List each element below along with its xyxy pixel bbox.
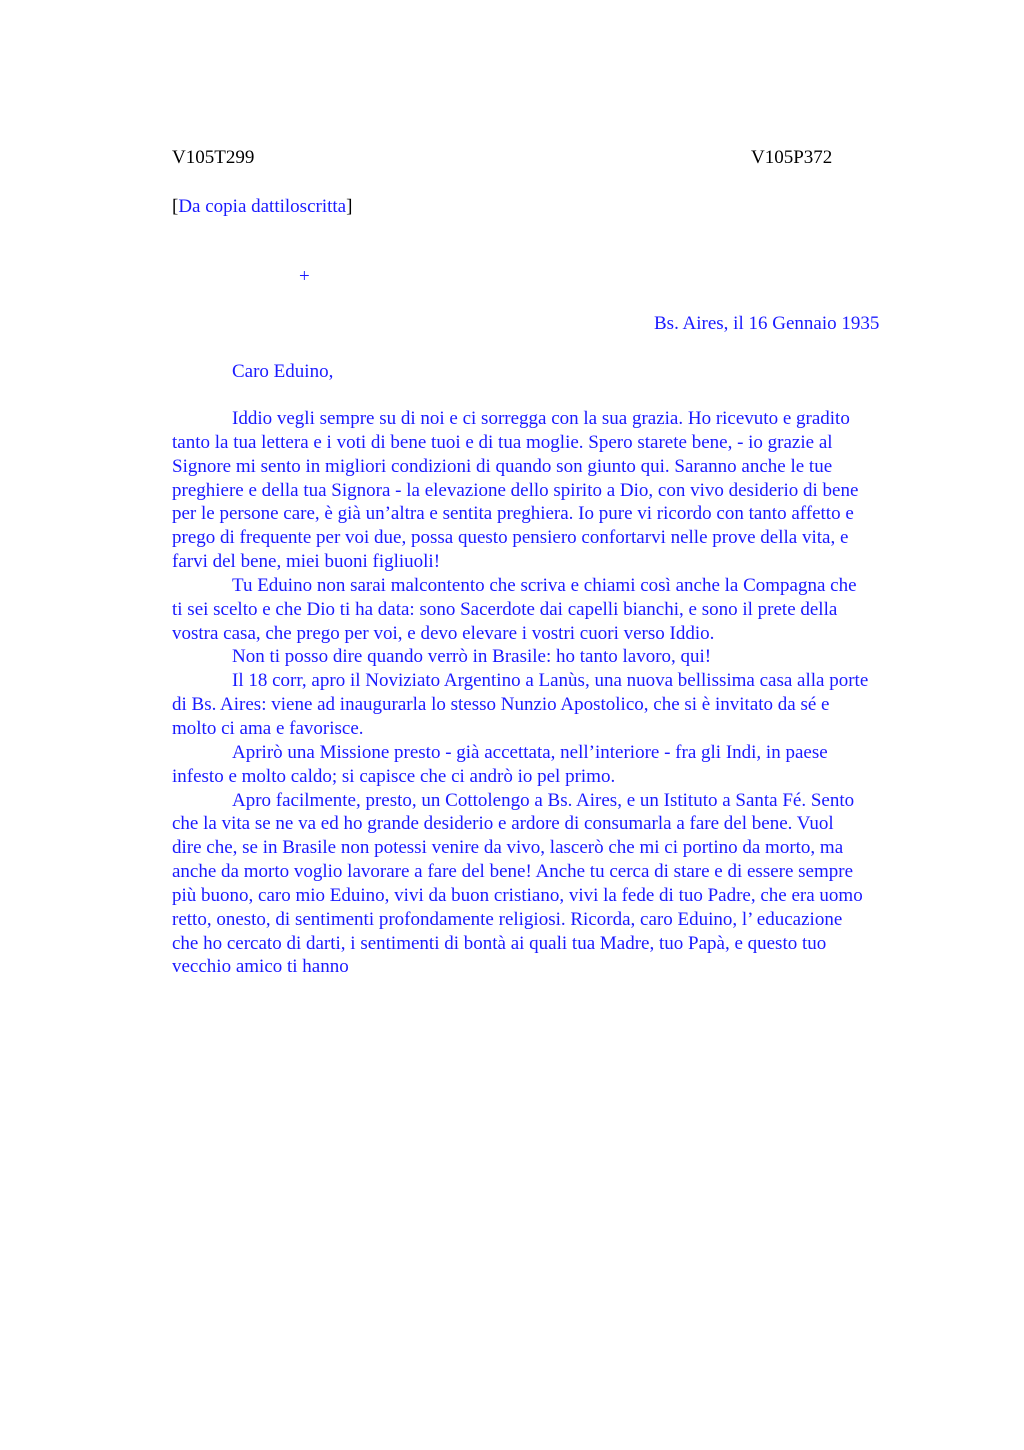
letter-body bbox=[172, 407, 930, 979]
cross-symbol: + bbox=[299, 266, 310, 287]
body-line: che la vita se ne va ed ho grande desiderio e ardore di consumarla a fare del bene. Vuol bbox=[172, 813, 834, 835]
document-ref-left: V105T299 bbox=[172, 147, 255, 168]
body-line: prego di frequente per voi due, possa questo pensiero confortarvi nelle prove della vita, e bbox=[172, 527, 849, 549]
letter-salutation: Caro Eduino, bbox=[232, 361, 334, 382]
letter-date: Bs. Aires, il 16 Gennaio 1935 bbox=[654, 313, 880, 334]
body-line: vecchio amico ti hanno bbox=[172, 956, 349, 978]
body-line: retto, onesto, di sentimenti profondamente religiosi. Ricorda, caro Eduino, l’ educazione bbox=[172, 908, 843, 930]
letter-paragraph-6 bbox=[172, 789, 930, 980]
body-line: dire che, se in Brasile non potessi venire da vivo, lascerò che mi ci portino da morto, ma bbox=[172, 837, 844, 859]
source-note-text: Da copia dattiloscritta bbox=[178, 196, 347, 217]
source-note bbox=[172, 196, 352, 218]
body-line: Tu Eduino non sarai malcontento che scriva e chiami così anche la Compagna che bbox=[232, 574, 857, 596]
body-line: Il 18 corr, apro il Noviziato Argentino a Lanùs, una nuova bellissima casa alla porte bbox=[232, 670, 869, 692]
letter-paragraph-1 bbox=[172, 407, 930, 574]
body-line: vostra casa, che prego per voi, e devo elevare i vostri cuori verso Iddio. bbox=[172, 622, 715, 644]
body-line: Non ti posso dire quando verrò in Brasile: ho tanto lavoro, qui! bbox=[232, 646, 712, 668]
body-line: che ho cercato di darti, i sentimenti di bontà ai quali tua Madre, tuo Papà, e questo tuo bbox=[172, 932, 827, 954]
body-line: per le persone care, è già un’altra e sentita preghiera. Io pure vi ricordo con tanto affetto e bbox=[172, 503, 854, 525]
body-line: di Bs. Aires: viene ad inaugurarla lo stesso Nunzio Apostolico, che si è invitato da sé e bbox=[172, 694, 830, 716]
body-line: più buono, caro mio Eduino, vivi da buon cristiano, vivi la fede di tuo Padre, che era uomo bbox=[172, 884, 863, 906]
letter-paragraph-2 bbox=[172, 574, 930, 646]
body-line: molto ci ama e favorisce. bbox=[172, 717, 364, 739]
letter-paragraph-3 bbox=[172, 645, 930, 669]
letter-paragraph-5 bbox=[172, 741, 930, 789]
body-line: Signore mi sento in migliori condizioni di quando son giunto qui. Saranno anche le tue bbox=[172, 455, 833, 477]
letter-paragraph-4 bbox=[172, 669, 930, 741]
body-line: ti sei scelto e che Dio ti ha data: sono Sacerdote dai capelli bianchi, e sono il prete della bbox=[172, 598, 838, 620]
body-line: Aprirò una Missione presto - già accettata, nell’interiore - fra gli Indi, in paese bbox=[232, 741, 828, 763]
source-note-close-bracket: ] bbox=[346, 196, 353, 217]
body-line: Apro facilmente, presto, un Cottolengo a Bs. Aires, e un Istituto a Santa Fé. Sento bbox=[232, 789, 855, 811]
body-line: preghiere e della tua Signora - la elevazione dello spirito a Dio, con vivo desiderio di bene bbox=[172, 479, 859, 501]
body-line: farvi del bene, miei buoni figliuoli! bbox=[172, 551, 441, 573]
body-line: infesto e molto caldo; si capisce che ci andrò io pel primo. bbox=[172, 765, 616, 787]
body-line: tanto la tua lettera e i voti di bene tuoi e di tua moglie. Spero starete bene, - io grazie al bbox=[172, 431, 833, 453]
body-line: anche da morto voglio lavorare a fare del bene! Anche tu cerca di stare e di essere sempre bbox=[172, 861, 854, 883]
source-note-open-bracket: [ bbox=[172, 196, 179, 217]
document-ref-right: V105P372 bbox=[751, 147, 833, 168]
body-line: Iddio vegli sempre su di noi e ci sorregga con la sua grazia. Ho ricevuto e gradito bbox=[232, 408, 850, 429]
